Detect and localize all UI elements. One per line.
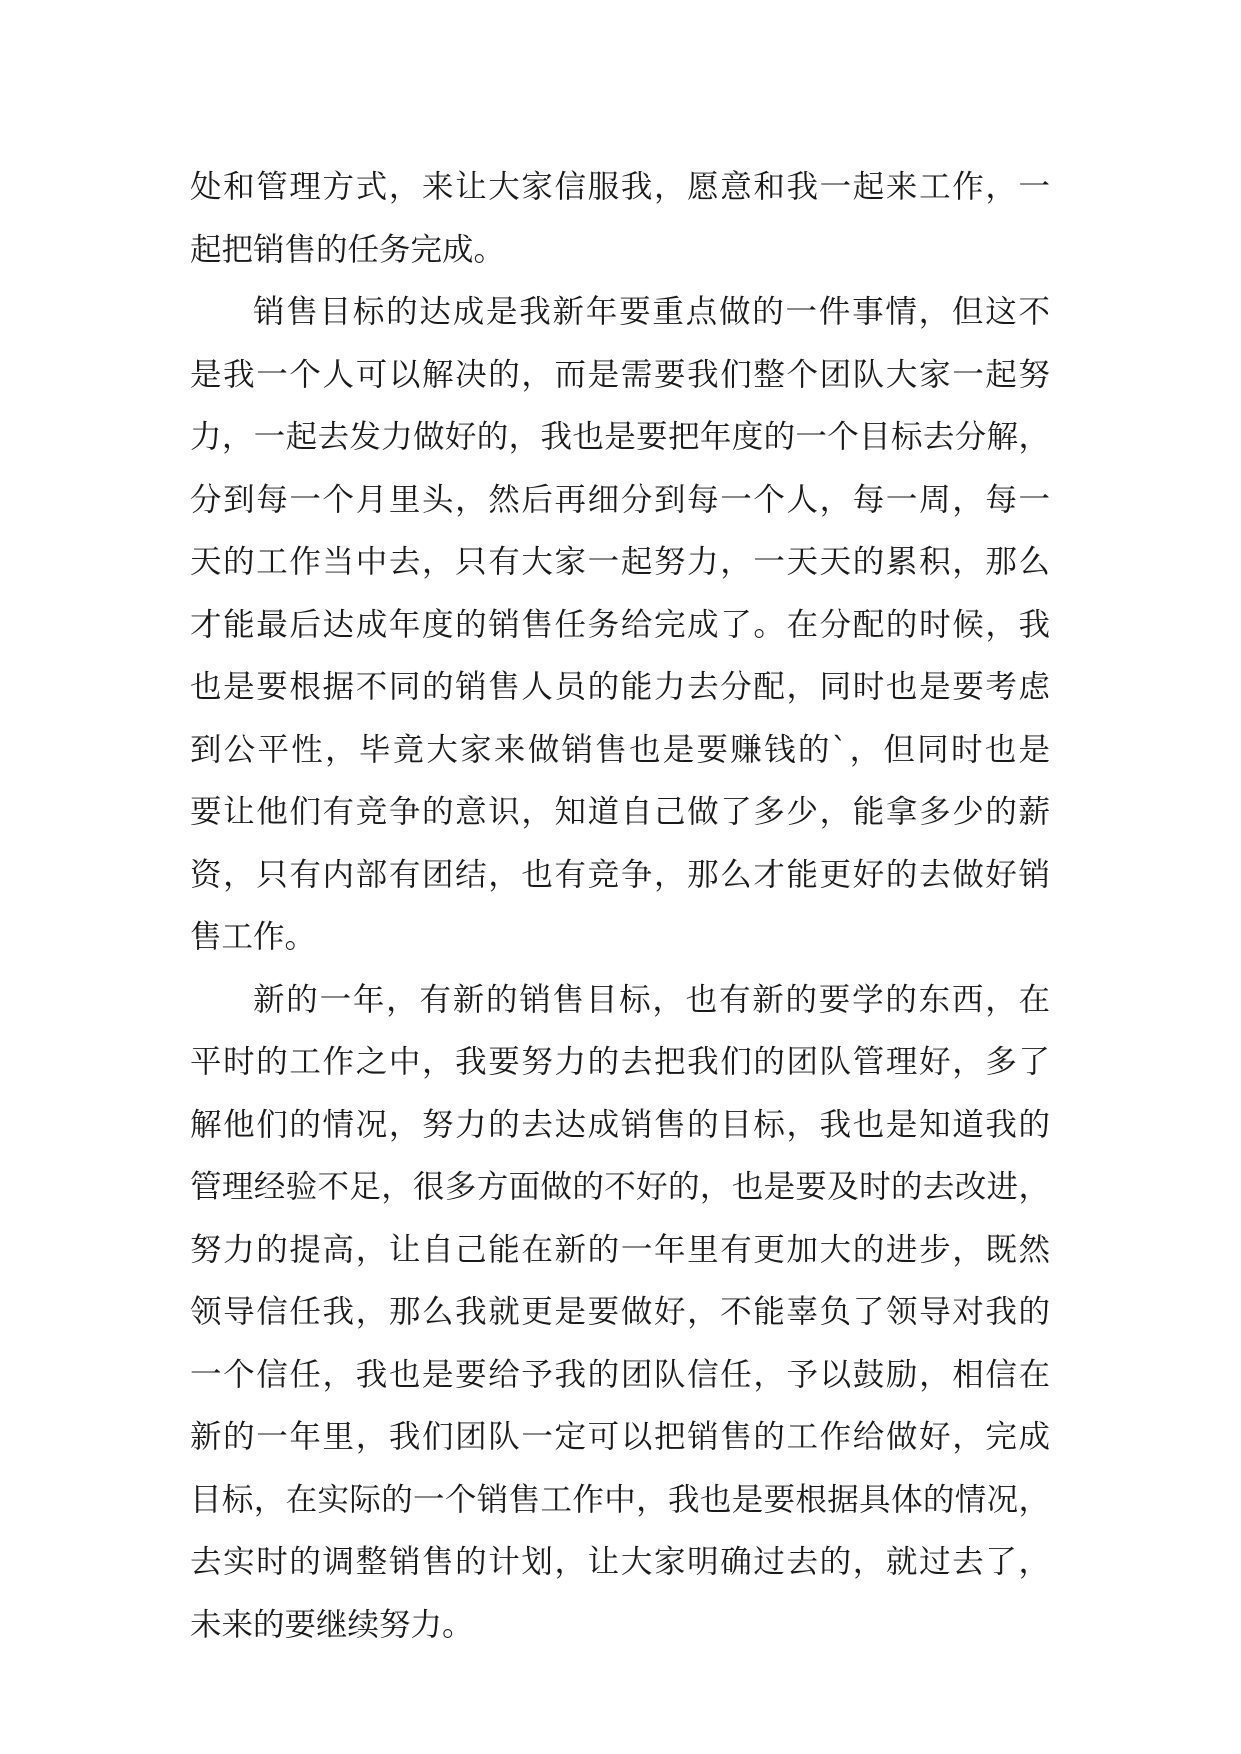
paragraph-line: 平时的工作之中，我要努力的去把我们的团队管理好，多了 <box>190 1044 1050 1080</box>
paragraph-line: 管理经验不足，很多方面做的不好的，也是要及时的去改进， <box>190 1169 1050 1205</box>
paragraph-line: 资，只有内部有团结，也有竞争，那么才能更好的去做好销 <box>190 856 1050 893</box>
paragraph-line: 要让他们有竞争的意识，知道自己做了多少，能拿多少的薪 <box>190 794 1050 830</box>
paragraph-line: 解他们的情况，努力的去达成销售的目标，我也是知道我的 <box>190 1106 1050 1143</box>
paragraph-line: 分到每一个月里头，然后再细分到每一个人，每一周，每一 <box>190 481 1050 518</box>
paragraph-line: 也是要根据不同的销售人员的能力去分配，同时也是要考虑 <box>190 669 1050 705</box>
paragraph-line: 起把销售的任务完成。 <box>190 231 506 268</box>
paragraph-line: 售工作。 <box>190 919 317 955</box>
document-body <box>190 156 1050 1656</box>
paragraph-line: 一个信任，我也是要给予我的团队信任，予以鼓励，相信在 <box>190 1356 1050 1393</box>
paragraph-line: 未来的要继续努力。 <box>190 1606 474 1643</box>
paragraph-line: 到公平性，毕竟大家来做销售也是要赚钱的`，但同时也是 <box>190 731 1050 768</box>
paragraph-line: 努力的提高，让自己能在新的一年里有更加大的进步，既然 <box>190 1231 1050 1268</box>
paragraph-line: 新的一年里，我们团队一定可以把销售的工作给做好，完成 <box>190 1419 1050 1455</box>
paragraph-line: 目标，在实际的一个销售工作中，我也是要根据具体的情况， <box>190 1481 1050 1518</box>
paragraph-line: 领导信任我，那么我就更是要做好，不能辜负了领导对我的 <box>190 1294 1050 1330</box>
paragraph-line: 力，一起去发力做好的，我也是要把年度的一个目标去分解， <box>190 419 1050 455</box>
paragraph-line: 销售目标的达成是我新年要重点做的一件事情，但这不 <box>253 294 1050 330</box>
paragraph-line: 是我一个人可以解决的，而是需要我们整个团队大家一起努 <box>190 356 1050 393</box>
paragraph-line: 新的一年，有新的销售目标，也有新的要学的东西，在 <box>253 981 1050 1018</box>
paragraph-line: 天的工作当中去，只有大家一起努力，一天天的累积，那么 <box>190 544 1050 580</box>
paragraph-line: 去实时的调整销售的计划，让大家明确过去的，就过去了， <box>190 1544 1050 1580</box>
paragraph-line: 处和管理方式，来让大家信服我，愿意和我一起来工作，一 <box>190 169 1050 205</box>
paragraph-line: 才能最后达成年度的销售任务给完成了。在分配的时候，我 <box>190 606 1050 643</box>
